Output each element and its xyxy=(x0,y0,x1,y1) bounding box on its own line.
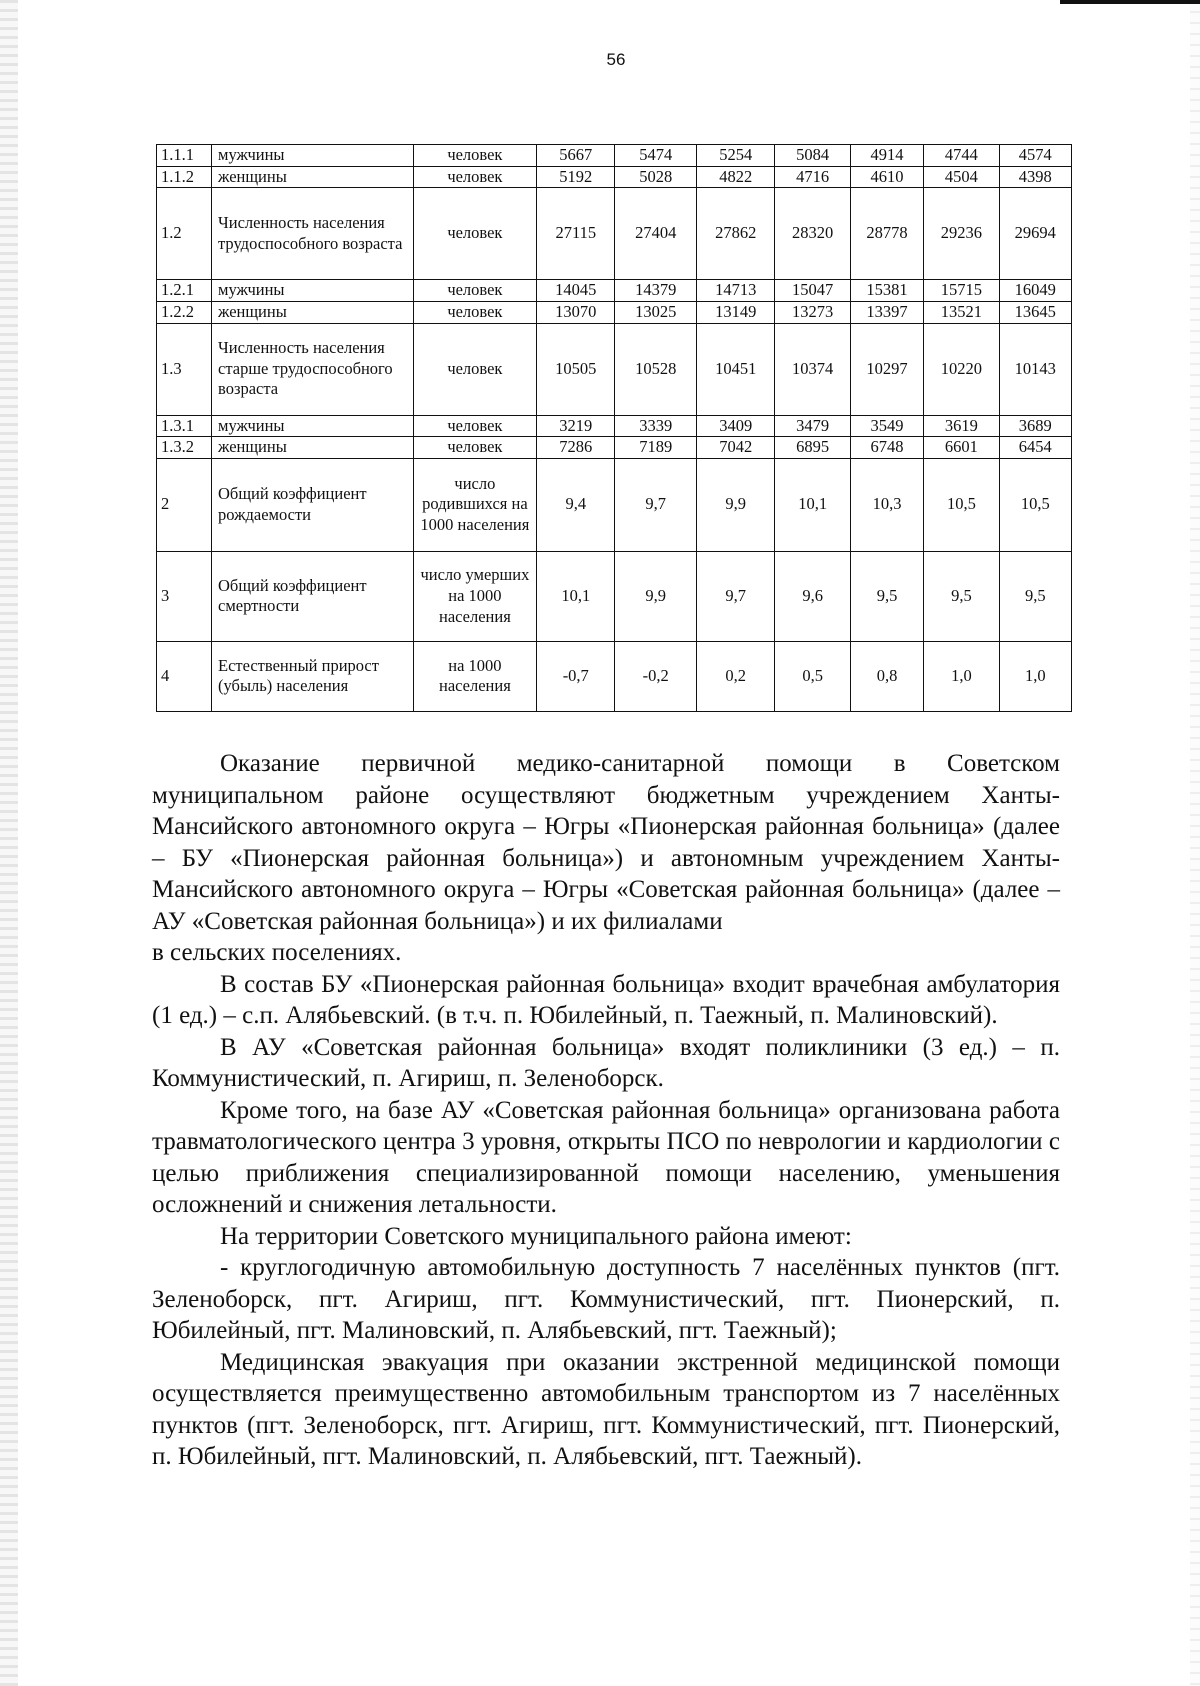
table-row xyxy=(157,323,1072,415)
scan-edge-right xyxy=(1190,0,1200,1686)
value-cell: 13025 xyxy=(615,301,697,323)
paragraph-pioneer-hospital: В состав БУ «Пионерская районная больница» входит врачебная амбулатория (1 ед.) – с.п. Алябьевский. (в т.ч. п. Юбилейный, п. Таежный, п. Малиновский). xyxy=(152,970,1060,1029)
value-cell: 15381 xyxy=(850,280,923,302)
value-cell: 4398 xyxy=(999,166,1071,188)
table-body xyxy=(157,145,1072,712)
value-cell: 28778 xyxy=(850,188,923,280)
value-cell: 29694 xyxy=(999,188,1071,280)
value-cell: 4504 xyxy=(924,166,999,188)
indicator-name-cell: Численность населения трудоспособного возраста xyxy=(212,188,414,280)
value-cell: 10,1 xyxy=(775,458,850,551)
indicator-name-cell: мужчины xyxy=(212,280,414,302)
value-cell: 5254 xyxy=(696,145,774,167)
indicator-name-cell: Общий коэффициент рождаемости xyxy=(212,458,414,551)
value-cell: 1,0 xyxy=(924,641,999,711)
unit-cell: человек xyxy=(413,323,536,415)
value-cell: 3409 xyxy=(696,415,774,437)
value-cell: 7189 xyxy=(615,437,697,459)
value-cell: 4716 xyxy=(775,166,850,188)
value-cell: 4744 xyxy=(924,145,999,167)
paragraph-medical-care: Оказание первичной медико-санитарной помощи в Советском муниципальном районе осуществляют бюджетным учреждением Ханты-Мансийского автономного округа – Югры «Пионерская районная больница» (далее – БУ «Пионерская районная больница») и автономным учреждением Ханты-Мансийского автономного округа – Югры «Советская районная больница» (далее – АУ «Советская районная больница») и их филиалами xyxy=(152,750,1060,935)
paragraph-territory: На территории Советского муниципального района имеют: xyxy=(220,1222,852,1250)
value-cell: 10528 xyxy=(615,323,697,415)
value-cell: 27862 xyxy=(696,188,774,280)
value-cell: 9,5 xyxy=(999,551,1071,641)
value-cell: 15715 xyxy=(924,280,999,302)
unit-cell: число умерших на 1000 населения xyxy=(413,551,536,641)
unit-cell: человек xyxy=(413,415,536,437)
value-cell: 9,6 xyxy=(775,551,850,641)
value-cell: 3219 xyxy=(537,415,615,437)
row-number-cell: 1.3.1 xyxy=(157,415,212,437)
value-cell: 10451 xyxy=(696,323,774,415)
value-cell: 10,1 xyxy=(537,551,615,641)
value-cell: 14713 xyxy=(696,280,774,302)
table-row xyxy=(157,280,1072,302)
value-cell: -0,2 xyxy=(615,641,697,711)
value-cell: 9,9 xyxy=(615,551,697,641)
row-number-cell: 1.3 xyxy=(157,323,212,415)
value-cell: 9,7 xyxy=(696,551,774,641)
scan-top-line xyxy=(1060,0,1200,4)
body-text xyxy=(152,748,1060,1473)
value-cell: 6748 xyxy=(850,437,923,459)
value-cell: 13521 xyxy=(924,301,999,323)
value-cell: 4574 xyxy=(999,145,1071,167)
indicator-name-cell: женщины xyxy=(212,437,414,459)
value-cell: 13070 xyxy=(537,301,615,323)
value-cell: 14379 xyxy=(615,280,697,302)
unit-cell: человек xyxy=(413,166,536,188)
row-number-cell: 4 xyxy=(157,641,212,711)
paragraph-trauma-center: Кроме того, на базе АУ «Советская районная больница» организована работа травматологического центра 3 уровня, открыты ПСО по неврологии и кардиологии с целью приближения специализированной помощи населению, уменьшения осложнений и снижения летальности. xyxy=(152,1096,1060,1218)
value-cell: -0,7 xyxy=(537,641,615,711)
paragraph-sovetskaya-hospital: В АУ «Советская районная больница» входят поликлиники (3 ед.) – п. Коммунистический, п. Агириш, п. Зеленоборск. xyxy=(152,1033,1060,1092)
value-cell: 16049 xyxy=(999,280,1071,302)
value-cell: 7042 xyxy=(696,437,774,459)
indicator-name-cell: мужчины xyxy=(212,415,414,437)
value-cell: 0,5 xyxy=(775,641,850,711)
row-number-cell: 1.1.1 xyxy=(157,145,212,167)
value-cell: 3339 xyxy=(615,415,697,437)
value-cell: 10,3 xyxy=(850,458,923,551)
row-number-cell: 1.2 xyxy=(157,188,212,280)
paragraph-evacuation: Медицинская эвакуация при оказании экстренной медицинской помощи осуществляется преимущественно автомобильным транспортом из 7 населённых пунктов (пгт. Зеленоборск, пгт. Агириш, пгт. Коммунистический, пгт. Пионерский, п. Юбилейный, пгт. Малиновский, п. Алябьевский, пгт. Таежный). xyxy=(152,1348,1060,1470)
unit-cell: человек xyxy=(413,437,536,459)
value-cell: 10297 xyxy=(850,323,923,415)
value-cell: 3619 xyxy=(924,415,999,437)
indicator-name-cell: мужчины xyxy=(212,145,414,167)
value-cell: 0,8 xyxy=(850,641,923,711)
value-cell: 5667 xyxy=(537,145,615,167)
value-cell: 3549 xyxy=(850,415,923,437)
row-number-cell: 2 xyxy=(157,458,212,551)
indicator-name-cell: женщины xyxy=(212,166,414,188)
value-cell: 10374 xyxy=(775,323,850,415)
row-number-cell: 1.3.2 xyxy=(157,437,212,459)
value-cell: 3479 xyxy=(775,415,850,437)
value-cell: 6601 xyxy=(924,437,999,459)
unit-cell: число родившихся на 1000 населения xyxy=(413,458,536,551)
value-cell: 10220 xyxy=(924,323,999,415)
value-cell: 4914 xyxy=(850,145,923,167)
paragraph-rural: в сельских поселениях. xyxy=(152,939,402,966)
table-row xyxy=(157,437,1072,459)
value-cell: 28320 xyxy=(775,188,850,280)
unit-cell: человек xyxy=(413,280,536,302)
indicator-name-cell: Естественный прирост (убыль) населения xyxy=(212,641,414,711)
indicator-name-cell: женщины xyxy=(212,301,414,323)
unit-cell: человек xyxy=(413,301,536,323)
value-cell: 1,0 xyxy=(999,641,1071,711)
indicator-name-cell: Численность населения старше трудоспособного возраста xyxy=(212,323,414,415)
value-cell: 9,7 xyxy=(615,458,697,551)
value-cell: 7286 xyxy=(537,437,615,459)
value-cell: 0,2 xyxy=(696,641,774,711)
unit-cell: человек xyxy=(413,145,536,167)
table-row xyxy=(157,301,1072,323)
row-number-cell: 1.2.1 xyxy=(157,280,212,302)
value-cell: 6895 xyxy=(775,437,850,459)
row-number-cell: 3 xyxy=(157,551,212,641)
value-cell: 10,5 xyxy=(999,458,1071,551)
value-cell: 13273 xyxy=(775,301,850,323)
value-cell: 3689 xyxy=(999,415,1071,437)
table-row xyxy=(157,641,1072,711)
value-cell: 29236 xyxy=(924,188,999,280)
statistics-table xyxy=(156,144,1072,712)
value-cell: 13397 xyxy=(850,301,923,323)
table-row xyxy=(157,415,1072,437)
value-cell: 10505 xyxy=(537,323,615,415)
row-number-cell: 1.1.2 xyxy=(157,166,212,188)
value-cell: 5028 xyxy=(615,166,697,188)
value-cell: 15047 xyxy=(775,280,850,302)
value-cell: 9,5 xyxy=(850,551,923,641)
table-row xyxy=(157,145,1072,167)
value-cell: 4610 xyxy=(850,166,923,188)
value-cell: 5192 xyxy=(537,166,615,188)
value-cell: 9,9 xyxy=(696,458,774,551)
value-cell: 5084 xyxy=(775,145,850,167)
row-number-cell: 1.2.2 xyxy=(157,301,212,323)
value-cell: 14045 xyxy=(537,280,615,302)
table-row xyxy=(157,551,1072,641)
value-cell: 6454 xyxy=(999,437,1071,459)
value-cell: 9,4 xyxy=(537,458,615,551)
value-cell: 13645 xyxy=(999,301,1071,323)
table-row xyxy=(157,458,1072,551)
value-cell: 13149 xyxy=(696,301,774,323)
unit-cell: человек xyxy=(413,188,536,280)
value-cell: 27404 xyxy=(615,188,697,280)
paragraph-road-access: - круглогодичную автомобильную доступность 7 населённых пунктов (пгт. Зеленоборск, пгт. Агириш, пгт. Коммунистический, пгт. Пионерский, п. Юбилейный, пгт. Малиновский, п. Алябьевский, пгт. Таежный); xyxy=(152,1254,1060,1344)
page-number: 56 xyxy=(606,50,626,69)
value-cell: 10143 xyxy=(999,323,1071,415)
value-cell: 27115 xyxy=(537,188,615,280)
indicator-name-cell: Общий коэффициент смертности xyxy=(212,551,414,641)
value-cell: 10,5 xyxy=(924,458,999,551)
value-cell: 5474 xyxy=(615,145,697,167)
table-row xyxy=(157,188,1072,280)
unit-cell: на 1000 населения xyxy=(413,641,536,711)
value-cell: 9,5 xyxy=(924,551,999,641)
table-row xyxy=(157,166,1072,188)
scan-edge-left xyxy=(0,0,18,1686)
value-cell: 4822 xyxy=(696,166,774,188)
